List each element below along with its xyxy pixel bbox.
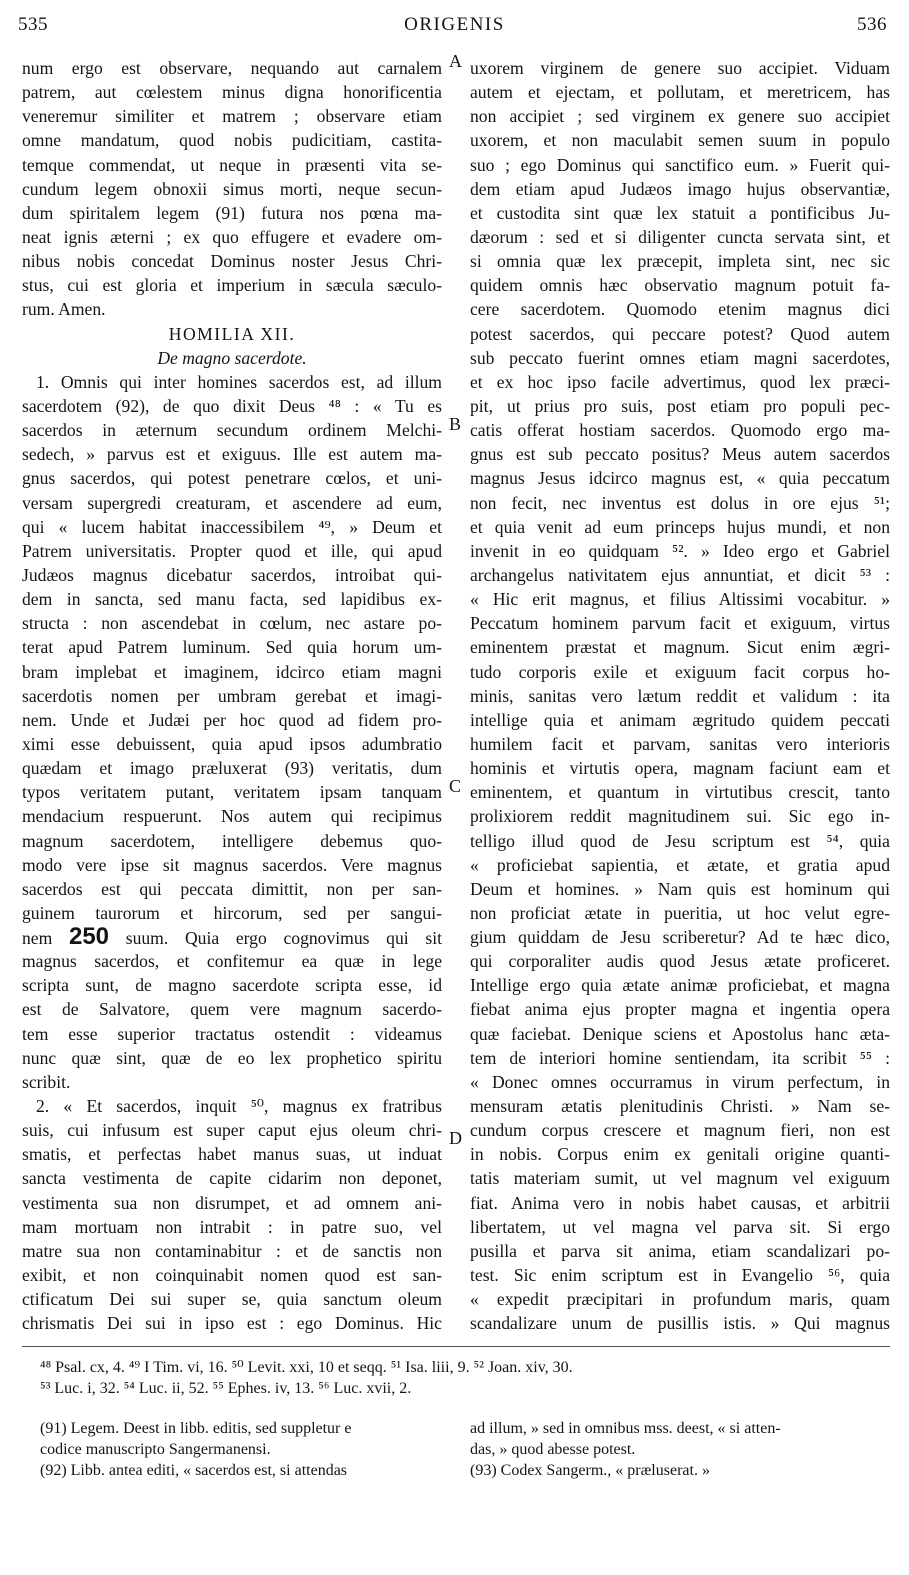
reference-line: ⁴⁸ Psal. cx, 4. ⁴⁹ I Tim. vi, 16. ⁵⁰ Levit. xxi, 10 et seqq. ⁵¹ Isa. liii, 9. ⁵² Joan. xiv, 30.: [40, 1359, 573, 1376]
text-line: nunc quæ sint, quæ de eo lex prophetico spiritu: [22, 1047, 442, 1068]
text-line: Intellige ergo quia ætate animæ proficiebat, et magna: [470, 975, 890, 996]
text-line: mam mortuam non intrabit : in patre suo, vel: [22, 1216, 442, 1237]
text-line: catis offerat hostiam sacerdos. Quomodo ergo ma-: [470, 420, 890, 441]
text-line: sacerdos in æternum secundum ordinem Melchi-: [22, 420, 442, 441]
text-line: quidem omnis hæc observatio magnum potuit fa-: [470, 275, 890, 296]
text-line: chrismatis Dei sui in ipso est : ego Dominus. Hic: [22, 1313, 442, 1334]
text-line: pit, ut prius pro suis, post etiam pro populi pec-: [470, 395, 890, 416]
text-line: Deum et homines. » Nam quis est hominum qui: [470, 878, 890, 899]
text-line: pusilla et parva sit anima, etiam scandalizari po-: [470, 1240, 890, 1261]
text-line: 1. Omnis qui inter homines sacerdos est, ad illum: [36, 371, 442, 392]
text-line: suis, cui infusum est super caput ejus oleum chri-: [22, 1120, 442, 1141]
text-line: intellige quia et animam ægritudo quidem peccati: [470, 709, 890, 730]
text-line: invenit in eo quidquam ⁵². » Ideo ergo et Gabriel: [470, 540, 890, 561]
note-line: codice manuscripto Sangermanensi.: [40, 1441, 271, 1458]
text-line: minis, sanitas vero lætum reddit et validum : ita: [470, 685, 890, 706]
text-line: et custodita sint quæ lex statuit a pontificibus Ju-: [470, 202, 890, 223]
text-line: ximi esse debuissent, quia apud ipsos adumbratio: [22, 733, 442, 754]
text-line: 2. « Et sacerdos, inquit ⁵⁰, magnus ex fratribus: [36, 1096, 442, 1117]
homily-title: HOMILIA XII.: [168, 323, 296, 344]
text-line: autem et ejectam, et pollutam, et meretricem, has: [470, 82, 890, 103]
text-line: sacerdotem (92), de quo dixit Deus ⁴⁸ : « Tu es: [22, 395, 442, 416]
text-line: tem de interiori homine sentiendam, ita scribit ⁵⁵ :: [470, 1047, 890, 1068]
text-line: magnus Jesus idcirco magnus est, « quia peccatum: [470, 468, 890, 489]
text-line: qui « lucem habitat inaccessibilem ⁴⁹, » Deum et: [22, 516, 442, 537]
text-line: cere sacerdotem. Quomodo etenim magnus dici: [470, 299, 890, 320]
text-line: guinem taurorum et hircorum, sed per sangui-: [22, 902, 442, 923]
note-line: ad illum, » sed in omnibus mss. deest, « si atten-: [470, 1420, 781, 1437]
text-line: scandalizare unum de pusillis istis. » Qui magnus: [470, 1313, 890, 1334]
text-line: neat ignis æterni ; ex quo effugere et evadere om-: [22, 226, 442, 247]
text-line: rum. Amen.: [22, 299, 106, 320]
text-line: mendacium respuerunt. Nos autem qui recipimus: [22, 806, 442, 827]
left-column: [22, 56, 442, 1335]
text-line: sub peccato fuerint omnes etiam magni sacerdotes,: [470, 347, 890, 368]
text-line: test. Sic enim scriptum est in Evangelio ⁵⁶, quia: [470, 1265, 890, 1286]
text-line: « Hic erit magnus, et filius Altissimi vocabitur. »: [470, 589, 890, 610]
note-line: (91) Legem. Deest in libb. editis, sed suppletur e: [40, 1420, 352, 1437]
text-line: cundum legem obnoxii simus morti, neque secun-: [22, 178, 442, 199]
text-line: uxorem virginem de genere suo accipiet. Viduam: [470, 58, 890, 78]
text-line: magnum sacerdotem, intelligere debemus quo-: [22, 830, 442, 851]
text-line: « Donec omnes occurramus in virum perfectum, in: [470, 1071, 890, 1092]
text-line: sedech, » parvus est et exiguus. Ille est autem ma-: [22, 444, 442, 465]
text-line: gnus est sub peccato positus? Meus autem sacerdos: [470, 444, 890, 465]
margin-marker-b: B: [449, 414, 462, 434]
text-line: magnus sacerdos, et confitemur ea quæ in lege: [22, 951, 442, 972]
text-line: dem in sancta, sed manu facta, sed lapidibus ex-: [22, 589, 442, 610]
text-line: nibus nobis concedat Dominus noster Jesus Chri-: [22, 251, 442, 272]
text-line: hominis et virtutis opera, magnam faciunt eam et: [470, 758, 890, 779]
text-line: vestimenta sua non disrumpet, et ad omnem ani-: [22, 1192, 442, 1213]
text-line: gnus sacerdos, qui potest penetrare cœlos, et uni-: [22, 468, 442, 489]
text-line: Peccatum hominem parvum facit et exiguum, virtus: [470, 613, 890, 634]
editorial-notes-right: [470, 1418, 890, 1481]
text-line: tem esse superior tractatus ostendit : videamus: [22, 1023, 442, 1044]
text-line: sancta vestimenta de capite cidarim non deponet,: [22, 1168, 442, 1189]
margin-marker-c: C: [449, 776, 462, 796]
text-line: temque commendat, ut neque in præsenti vita se-: [22, 154, 442, 175]
text-line: scripta sunt, de magno sacerdote scripta esse, id: [22, 975, 442, 996]
text-line: quæ faciebat. Denique sciens et Apostolus hanc æta-: [470, 1023, 890, 1044]
text-line: sacerdos est qui peccata dimittit, non per san-: [22, 878, 442, 899]
text-line: terat apud Patrem luminum. Sed quia horum um-: [22, 637, 442, 658]
text-line: num ergo est observare, nequando aut carnalem: [22, 58, 442, 78]
text-line: et quia venit ad eum princeps hujus mundi, et non: [470, 516, 890, 537]
text-line: tatis materiam sumit, ut vel magnum vel exiguum: [470, 1168, 890, 1189]
text-line: eminentem, et quantum in virtutibus crescit, tanto: [470, 782, 890, 803]
note-line: (92) Libb. antea editi, « sacerdos est, si attendas: [40, 1462, 348, 1479]
text-line: ctificatum Dei sui super se, quia sanctum oleum: [22, 1289, 442, 1310]
text-line: fiebat anima ejus propter magna et ingentia opera: [470, 999, 890, 1020]
text-line: sacerdotis nomen per umbram gerebat et imagi-: [22, 685, 442, 706]
text-line: structa : non ascendebat in cœlum, nec astare po-: [22, 613, 442, 634]
text-line: est de Salvatore, quem vere magnum sacerdo-: [22, 999, 442, 1020]
text-line: libertatem, ut vel magna vel parva sit. Si ergo: [470, 1216, 890, 1237]
text-line: uxorem, et non maculabit semen suum in populo: [470, 130, 890, 151]
text-line: nem. Unde et Judæi per hoc quod ad fidem pro-: [22, 709, 442, 730]
right-column: [470, 56, 890, 1335]
running-title: ORIGENIS: [404, 14, 505, 35]
text-line: fiat. Anima vero in nobis habet causas, et arbitrii: [470, 1192, 890, 1213]
text-line: modo vere ipse sit magnus sacerdos. Vere magnus: [22, 854, 442, 875]
homily-subtitle: De magno sacerdote.: [157, 347, 307, 368]
text-line: non accipiet ; sed virginem ex genere suo accipiet: [470, 106, 890, 127]
text-line: bram implebat et imaginem, idcirco etiam magni: [22, 661, 442, 682]
page-number-right: 536: [857, 14, 887, 35]
text-line: gium quiddam de Jesu scriberetur? Ad te hæc dico,: [470, 927, 890, 948]
text-line: exibit, et non coinquinabit nomen quod est san-: [22, 1265, 442, 1286]
text-line: eminentem præstat et magnum. Sicut enim ægri-: [470, 637, 890, 658]
text-line: non proficiat ætate in pueritia, ut hoc velut egre-: [470, 902, 890, 923]
text-line: veneremur similiter et matrem ; observare etiam: [22, 106, 442, 127]
text-line: matre sua non contaminabitur : et de sanctis non: [22, 1240, 442, 1261]
margin-marker-a: A: [449, 51, 462, 71]
text-line: suo ; ego Dominus qui sanctifico eum. » Fuerit qui-: [470, 154, 890, 175]
text-line: archangelus nativitatem ejus annuntiat, et dicit ⁵³ :: [470, 564, 890, 585]
text-line: cundum corpus crescere et magnum fieri, non est: [470, 1120, 890, 1141]
margin-marker-d: D: [449, 1128, 462, 1148]
text-line: si omnia quæ lex præcepit, impleta sint, nec sic: [470, 251, 890, 272]
text-line: mensuram ætatis plenitudinis Christi. » Nam se-: [470, 1096, 890, 1117]
text-line: versam supergredi creaturam, et ascendere ad eum,: [22, 492, 442, 513]
text-line: nem 250 suum. Quia ergo cognovimus qui sit: [22, 925, 442, 950]
text-line: typos veritatem putant, veritatem ipsam tanquam: [22, 782, 442, 803]
note-line: das, » quod abesse potest.: [470, 1441, 636, 1458]
text-line: smatis, et perfectas habet manus suas, ut induat: [22, 1144, 442, 1165]
text-line: scribit.: [22, 1071, 71, 1092]
scripture-references: [40, 1357, 890, 1399]
text-line: Judæos magnus dicebatur sacerdos, introibat qui-: [22, 564, 442, 585]
text-line: humilem facit et parvam, sanitas vero interioris: [470, 733, 890, 754]
text-line: non fecit, nec inventus est dolus in ore ejus ⁵¹;: [470, 492, 890, 513]
text-line: stus, cui est gloria et imperium in sæcula sæculo-: [22, 275, 442, 296]
text-line: et ex hoc ipso facile advertimus, quod lex præci-: [470, 371, 890, 392]
reference-line: ⁵³ Luc. i, 32. ⁵⁴ Luc. ii, 52. ⁵⁵ Ephes. iv, 13. ⁵⁶ Luc. xvii, 2.: [40, 1380, 412, 1397]
note-line: (93) Codex Sangerm., « præluserat. »: [470, 1462, 710, 1479]
page-number-left: 535: [18, 14, 48, 35]
text-line: potest sacerdos, qui peccare potest? Quod autem: [470, 323, 890, 344]
text-line: quædam et imago præluxerat (93) veritatis, dum: [22, 758, 442, 779]
text-line: « expedit præcipitari in profundum maris, quam: [470, 1289, 890, 1310]
text-line: « proficiebat sapientia, et ætate, et gratia apud: [470, 854, 890, 875]
text-line: dæorum : sed et si diligenter cuncta servata sint, et: [470, 226, 890, 247]
footnote-divider: [22, 1346, 890, 1347]
text-line: dum spiritalem legem (91) futura nos pœna ma-: [22, 202, 442, 223]
text-line: telligo illud quod de Jesu scriptum est ⁵⁴, quia: [470, 830, 890, 851]
text-line: tudo corporis exile et exiguum facit corpus ho-: [470, 661, 890, 682]
text-line: dem etiam apud Judæos imago hujus observantiæ,: [470, 178, 890, 199]
original-page-number: 250: [68, 925, 110, 950]
editorial-notes-left: [40, 1418, 450, 1481]
text-line: Patrem universitatis. Propter quod et ille, qui apud: [22, 540, 442, 561]
text-line: omne mandatum, quod nobis pudicitiam, castita-: [22, 130, 442, 151]
text-line: patrem, aut cœlestem minus digna honorificentia: [22, 82, 442, 103]
text-line: in nobis. Corpus enim ex genitali origine quanti-: [470, 1144, 890, 1165]
text-line: qui corporaliter audis quod Jesus ætate proficeret.: [470, 951, 890, 972]
text-line: prolixiorem reddit magnitudinem sui. Sic ego in-: [470, 806, 890, 827]
